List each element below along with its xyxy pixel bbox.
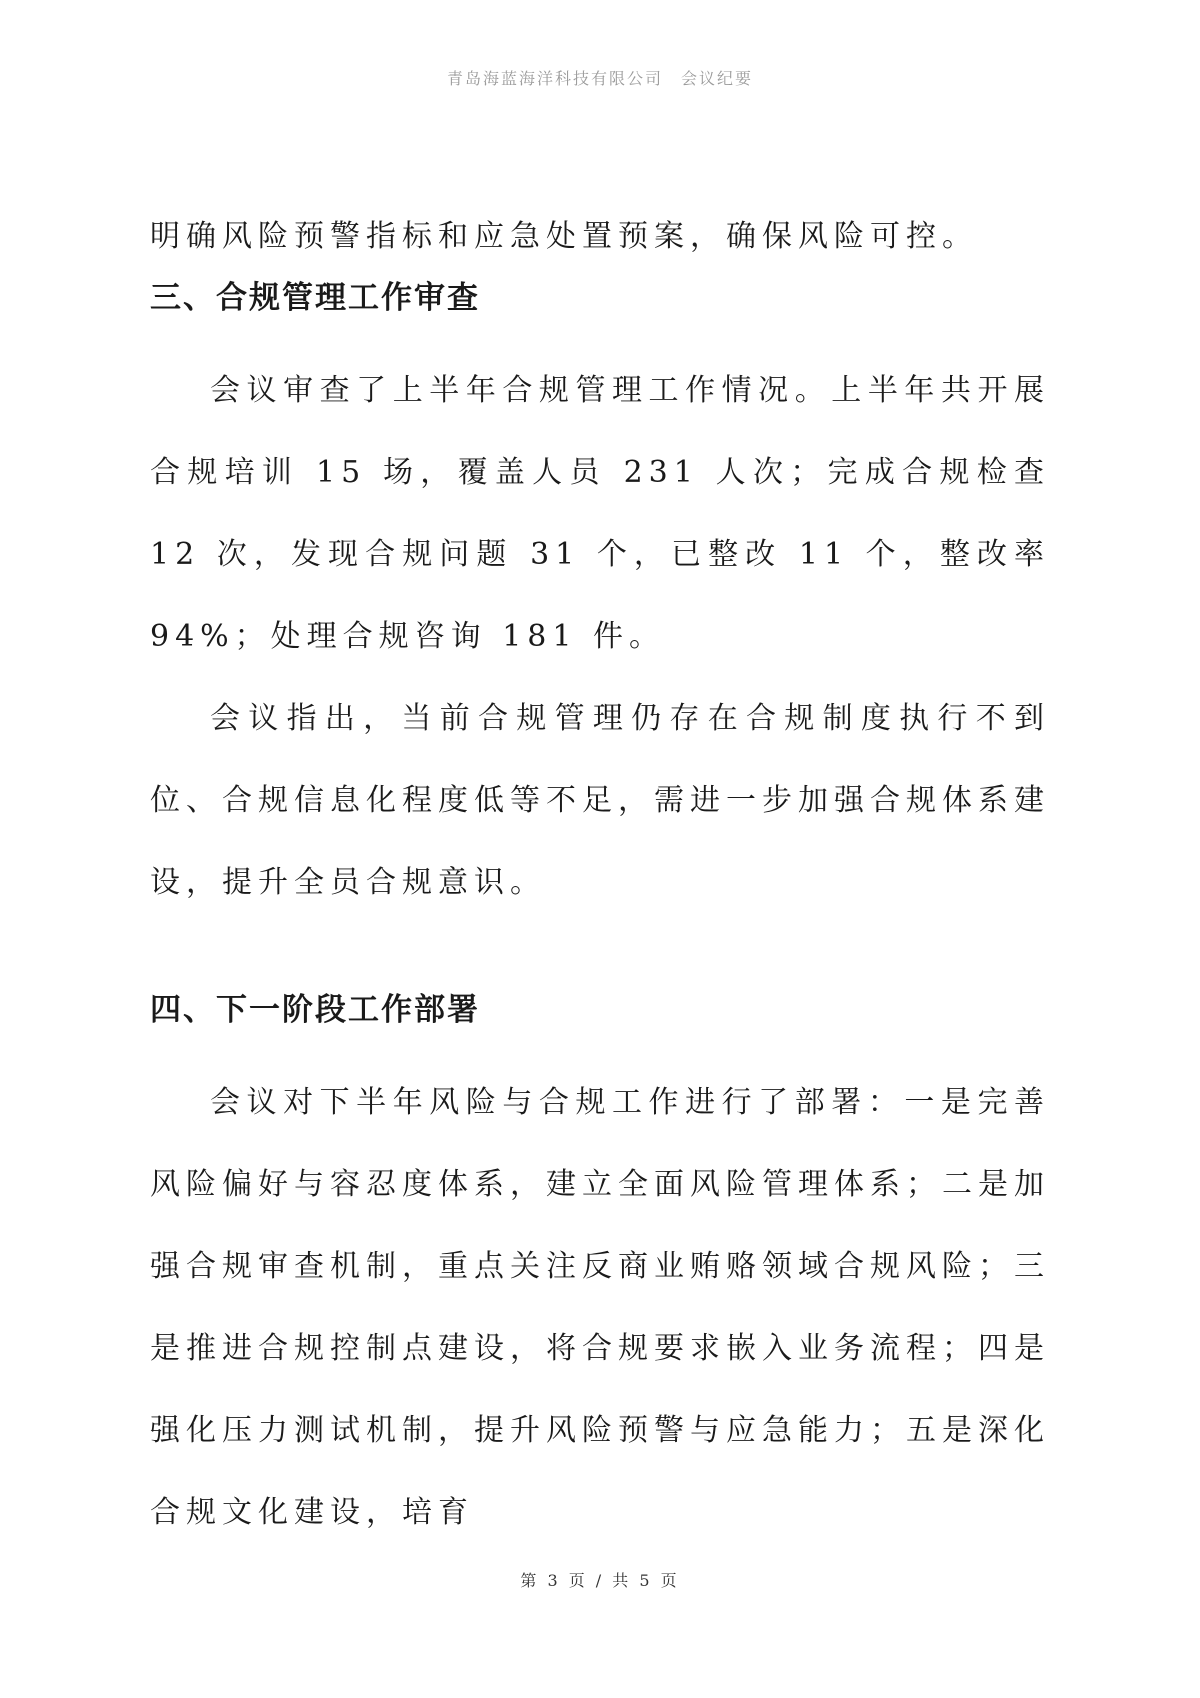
continuation-text: 明确风险预警指标和应急处置预案，确保风险可控。 bbox=[150, 219, 978, 254]
section-3-heading: 三、合规管理工作审查 bbox=[150, 280, 480, 316]
page-number: 第 3 页 / 共 5 页 bbox=[520, 1571, 680, 1590]
company-name: 青岛海蓝海洋科技有限公司 bbox=[446, 69, 663, 88]
section-4-paragraph-1: 会议对下半年风险与合规工作进行了部署：一是完善风险偏好与容忍度体系，建立全面风险管理体系；二是加强合规审查机制，重点关注反商业贿赂领域合规风险；三是推进合规控制点建设，将合规要求嵌入业务流程；四是强化压力测试机制，提升风险预警与应急能力；五是深化合规文化建设，培育 bbox=[150, 1085, 1050, 1530]
section-3-paragraph-1: 会议审查了上半年合规管理工作情况。上半年共开展合规培训 15 场，覆盖人员 231 人次；完成合规检查 12 次，发现合规问题 31 个，已整改 11 个，整改率 94%；处理合规咨询 181 件。 bbox=[150, 373, 1050, 654]
page-header bbox=[0, 66, 1200, 89]
document-type: 会议纪要 bbox=[681, 69, 754, 88]
document-body bbox=[150, 196, 1050, 1554]
section-4-heading: 四、下一阶段工作部署 bbox=[150, 992, 480, 1028]
section-3-paragraph-2: 会议指出，当前合规管理仍存在合规制度执行不到位、合规信息化程度低等不足，需进一步加强合规体系建设，提升全员合规意识。 bbox=[150, 701, 1050, 900]
